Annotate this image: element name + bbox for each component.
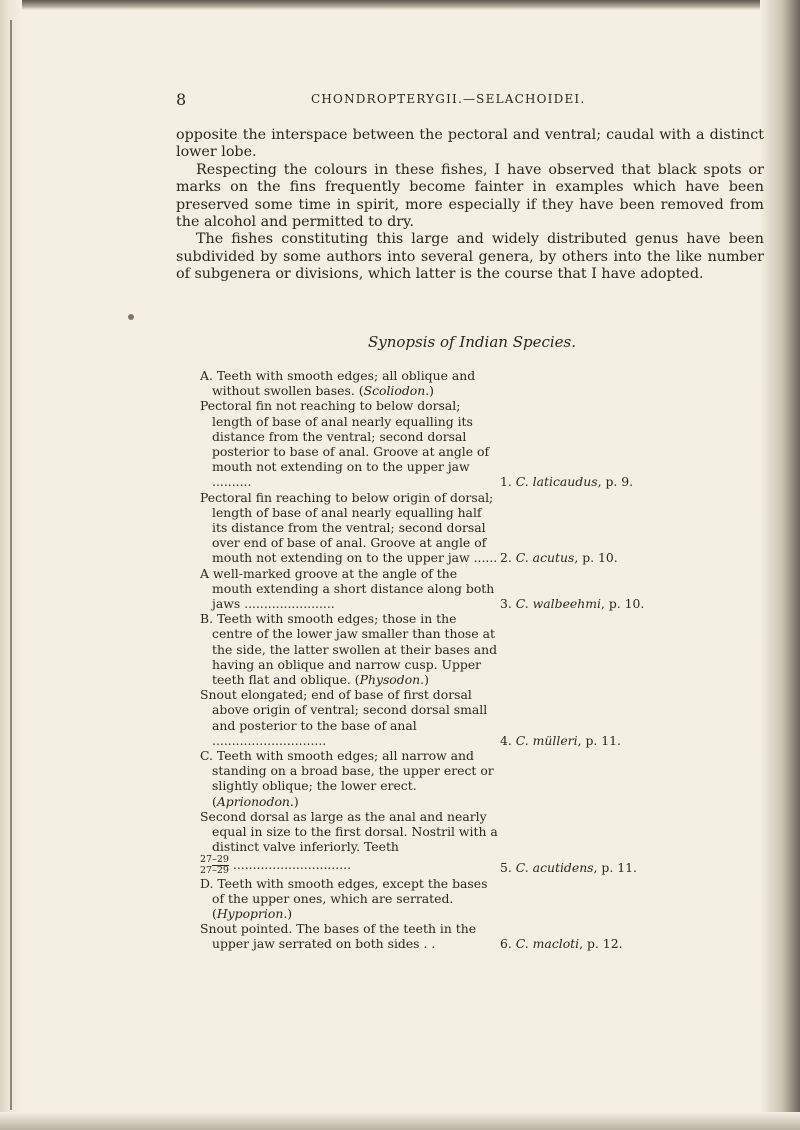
species-reference <box>500 596 644 611</box>
species-description: A well-marked groove at the angle of the mouth extending a short distance along both jaws ....................... <box>200 565 495 612</box>
species-name: C. walbeehmi <box>515 596 601 612</box>
species-entry-1 <box>200 398 770 489</box>
section-d-close: .) <box>283 905 293 921</box>
tooth-formula-upper: 27–29 <box>200 853 229 865</box>
species-page-ref: , p. 11. <box>593 860 637 876</box>
section-b-heading <box>200 611 770 687</box>
species-entry-4 <box>200 687 770 748</box>
species-reference <box>500 936 623 951</box>
species-number: 4. <box>500 732 516 748</box>
intro-paragraph: The fishes constituting this large and widely distributed genus have been subdivided by some authors into several genera, by others into the like number of subgenera or divisions, which latter is the course that I have adopted. <box>176 231 764 283</box>
species-page-ref: , p. 11. <box>577 732 621 748</box>
section-c-close: .) <box>289 793 299 809</box>
section-b-text: B. Teeth with smooth edges; those in the centre of the lower jaw smaller than those at the side, the latter swollen at their bases and having an oblique and narrow cusp. Upper teeth flat and oblique. ( <box>200 611 498 688</box>
binding-edge-line <box>10 20 12 1110</box>
species-description: Snout elongated; end of base of first dorsal above origin of ventral; second dorsal small and posterior to the base of anal ............................. <box>200 687 488 748</box>
tooth-formula-lower: 27–29 <box>200 864 229 876</box>
genus-name: Scoliodon <box>363 383 426 399</box>
species-name: C. laticaudus <box>515 474 598 490</box>
species-page-ref: , p. 10. <box>600 596 645 612</box>
species-entry-3 <box>200 566 770 612</box>
page-number: 8 <box>176 90 187 109</box>
section-b-close: .) <box>420 672 429 688</box>
genus-name: Aprionodon <box>216 793 290 809</box>
species-description: Pectoral fin not reaching to below dorsal; length of base of anal nearly equalling its distance from the ventral; second dorsal posterior to base of anal. Groove at angle of mouth not extending on to the upper jaw .......... <box>200 398 490 490</box>
section-d-text: D. Teeth with smooth edges, except the bases of the upper ones, which are serrated. ( <box>200 875 488 921</box>
genus-name: Hypoprion <box>216 905 284 921</box>
species-name: C. acutus <box>515 550 575 566</box>
synopsis-key <box>200 368 770 952</box>
section-c-heading <box>200 748 770 809</box>
species-entry-5 <box>200 809 770 876</box>
page-top-shadow <box>0 0 800 10</box>
species-number: 6. <box>500 936 516 952</box>
species-page-ref: , p. 9. <box>597 474 634 490</box>
species-description: Pectoral fin reaching to below origin of dorsal; length of base of anal nearly equalling half its distance from the ventral; second dorsal over end of base of anal. Groove at angle of mouth not extending on to the upper jaw ...... <box>200 489 498 566</box>
intro-paragraph: Respecting the colours in these fishes, I have observed that black spots or marks on the fins frequently become fainter in examples which have been preserved some time in spirit, more especially if they have been removed from the alcohol and permitted to dry. <box>176 161 764 231</box>
species-number: 1. <box>500 474 516 490</box>
species-reference <box>500 550 618 565</box>
species-reference <box>500 733 621 748</box>
synopsis-title: Synopsis of Indian Species. <box>367 333 576 351</box>
species-reference <box>500 860 637 875</box>
species-description: Snout pointed. The bases of the teeth in the upper jaw serrated on both sides . . <box>200 921 477 952</box>
section-a-close: .) <box>425 383 435 399</box>
species-number: 2. <box>500 550 516 566</box>
leader-dots: .............................. <box>232 856 352 872</box>
species-page-ref: , p. 10. <box>574 550 618 566</box>
species-name: C. acutidens <box>515 860 594 876</box>
species-number: 3. <box>500 596 516 612</box>
intro-paragraph: opposite the interspace between the pectoral and ventral; caudal with a distinct lower lobe. <box>176 127 764 161</box>
section-a-text: A. Teeth with smooth edges; all oblique and without swollen bases. ( <box>200 368 476 399</box>
species-description: Second dorsal as large as the anal and nearly equal in size to the first dorsal. Nostril with a distinct valve inferiorly. Teeth <box>200 808 498 855</box>
species-number: 5. <box>500 860 516 876</box>
page-header <box>176 90 786 112</box>
running-head: CHONDROPTERYGII.—SELACHOIDEI. <box>311 92 586 106</box>
species-name: C. macloti <box>515 936 580 952</box>
species-name: C. mülleri <box>515 732 578 748</box>
section-c-text: C. Teeth with smooth edges; all narrow and standing on a broad base, the upper erect or slightly oblique; the lower erect. ( <box>200 748 494 809</box>
species-reference <box>500 474 633 489</box>
tooth-formula <box>200 853 229 876</box>
section-d-heading <box>200 876 770 922</box>
intro-text <box>176 127 764 284</box>
genus-name: Physodon <box>359 672 421 688</box>
species-entry-2 <box>200 490 770 566</box>
section-a-heading <box>200 368 770 398</box>
species-entry-6 <box>200 921 770 951</box>
page-bottom-shadow <box>0 1112 800 1130</box>
species-page-ref: , p. 12. <box>579 936 623 952</box>
margin-mark <box>128 314 134 320</box>
